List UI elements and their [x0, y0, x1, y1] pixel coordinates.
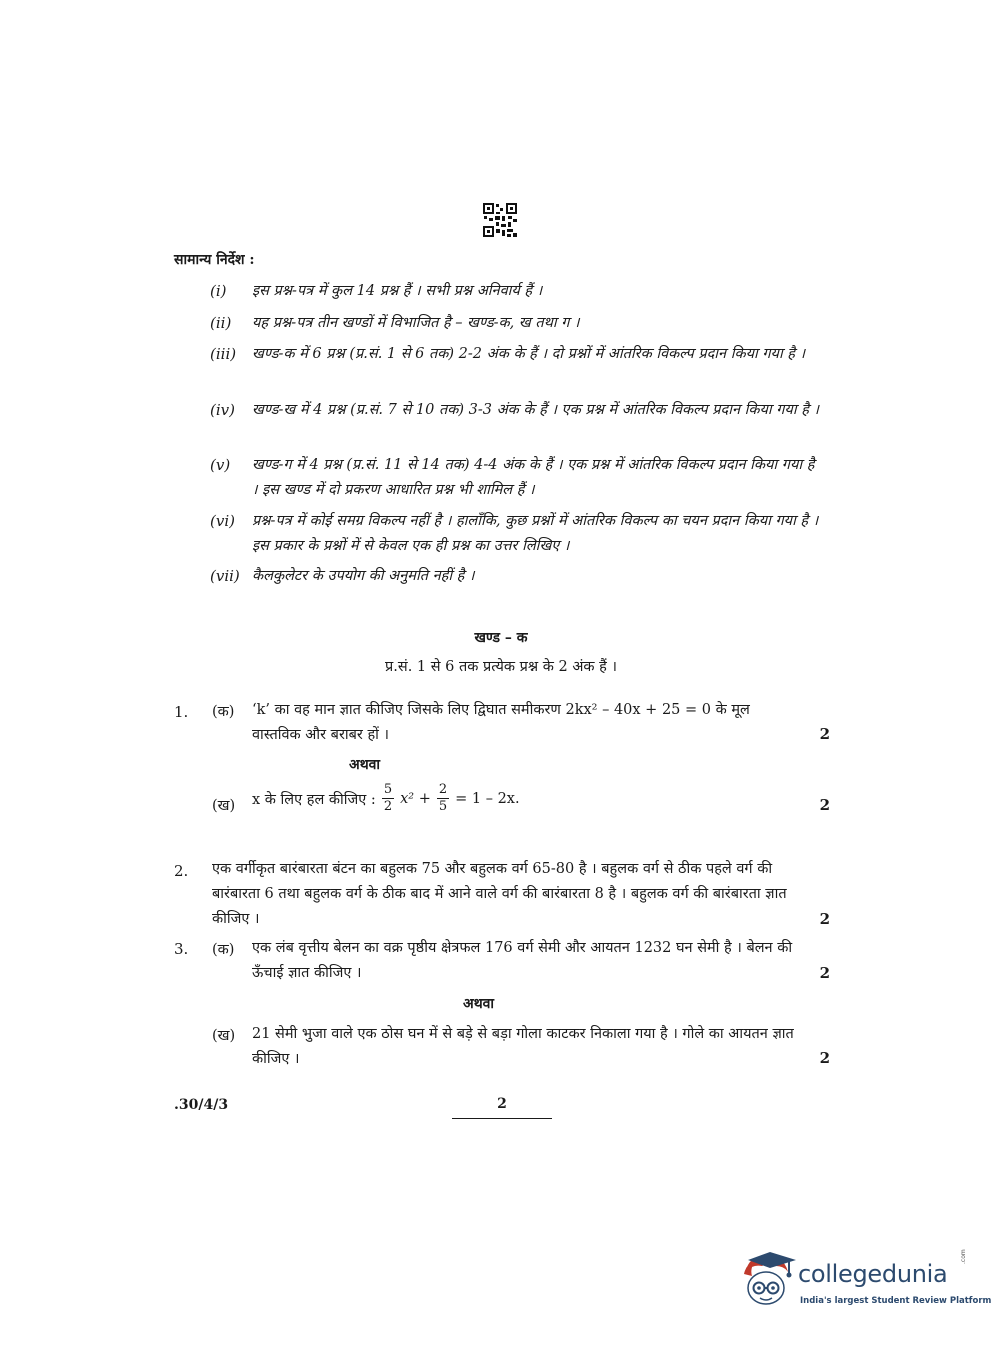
fraction-denominator: 5 — [438, 799, 448, 814]
instruction-text: खण्ड-ग में 4 प्रश्न (प्र.सं. 11 से 14 तक) 4-4 अंक के हैं । एक प्रश्न में आंतरिक विकल्प प्रदान किया गया है । इस खण्ड में दो प्रकरण आधारित प्रश्न भी शामिल हैं । — [252, 457, 815, 498]
equation-line — [252, 782, 797, 815]
question-number: 3. — [174, 940, 189, 958]
paper-code: .30/4/3 — [174, 1097, 229, 1113]
or-separator: अथवा — [349, 757, 381, 773]
section-heading: खण्ड – क — [474, 630, 528, 646]
fraction — [437, 782, 449, 815]
instruction-text: खण्ड-क में 6 प्रश्न (प्र.सं. 1 से 6 तक) 2-2 अंक के हैं । दो प्रश्नों में आंतरिक विकल्प प्रदान किया गया है । — [252, 346, 806, 362]
instruction-number: (vii) — [210, 567, 240, 585]
fraction-numerator: 2 — [438, 782, 448, 797]
question-number: 2. — [174, 862, 189, 880]
fraction-numerator: 5 — [383, 782, 393, 797]
marks: 2 — [819, 725, 830, 743]
fraction — [382, 782, 394, 815]
instruction-text: खण्ड-ख में 4 प्रश्न (प्र.सं. 7 से 10 तक) 3-3 अंक के हैं । एक प्रश्न में आंतरिक विकल्प प्रदान किया गया है । — [252, 402, 820, 418]
marks: 2 — [819, 1049, 830, 1067]
section-subheading: प्र.सं. 1 से 6 तक प्रत्येक प्रश्न के 2 अंक हैं । — [385, 659, 617, 675]
instruction-text: प्रश्न-पत्र में कोई समग्र विकल्प नहीं है । हालाँकि, कुछ प्रश्नों में आंतरिक विकल्प का चयन प्रदान किया गया है । इस प्रकार के प्रश्नों में से केवल एक ही प्रश्न का उत्तर लिखिए । — [252, 513, 819, 554]
brand-tagline: India's largest Student Review Platform — [800, 1296, 992, 1306]
or-separator: अथवा — [463, 996, 495, 1012]
instruction-number: (iv) — [210, 401, 235, 419]
page-number: 2 — [452, 1096, 552, 1119]
brand-name: collegedunia — [798, 1260, 948, 1288]
equation-prefix: x के लिए हल कीजिए : — [252, 791, 376, 808]
instruction-text: इस प्रश्न-पत्र में कुल 14 प्रश्न हैं । सभी प्रश्न अनिवार्य हैं । — [252, 283, 543, 299]
question-text: एक लंब वृत्तीय बेलन का वक्र पृष्ठीय क्षेत्रफल 176 वर्ग सेमी और आयतन 1232 घन सेमी है । बेलन की ऊँचाई ज्ञात कीजिए । — [252, 940, 793, 981]
question-text: ‘k’ का वह मान ज्ञात कीजिए जिसके लिए द्विघात समीकरण 2kx² – 40x + 25 = 0 के मूल वास्तविक और बराबर हों । — [252, 702, 750, 743]
mascot-icon — [740, 1250, 796, 1310]
equation-middle: x² + — [400, 790, 431, 807]
marks: 2 — [819, 964, 830, 982]
part-label: (क) — [212, 942, 235, 958]
question-text: एक वर्गीकृत बारंबारता बंटन का बहुलक 75 और बहुलक वर्ग 65-80 है । बहुलक वर्ग से ठीक पहले वर्ग की बारंबारता 6 तथा बहुलक वर्ग के ठीक बाद में आने वाले वर्ग की बारंबारता 8 है । बहुलक वर्ग की बारंबारता ज्ञात कीजिए । — [212, 861, 787, 927]
instruction-number: (i) — [210, 282, 227, 300]
qr-code-icon — [482, 202, 518, 238]
fraction-denominator: 2 — [383, 799, 393, 814]
instruction-number: (v) — [210, 456, 231, 474]
marks: 2 — [819, 910, 830, 928]
question-number: 1. — [174, 703, 189, 721]
instruction-text: कैलकुलेटर के उपयोग की अनुमति नहीं है । — [252, 568, 475, 584]
general-instructions-title: सामान्य निर्देश : — [174, 252, 255, 268]
instruction-number: (vi) — [210, 512, 235, 530]
instruction-number: (ii) — [210, 314, 232, 332]
instruction-text: यह प्रश्न-पत्र तीन खण्डों में विभाजित है – खण्ड-क, ख तथा ग । — [252, 315, 580, 331]
collegedunia-logo — [740, 1248, 992, 1318]
question-text: 21 सेमी भुजा वाले एक ठोस घन में से बड़े से बड़ा गोला काटकर निकाला गया है । गोले का आयतन ज्ञात कीजिए । — [252, 1026, 794, 1067]
part-label: (ख) — [212, 1028, 236, 1044]
instruction-number: (iii) — [210, 345, 237, 363]
brand-domain: .com — [960, 1249, 967, 1264]
equation-suffix: = 1 – 2x. — [455, 790, 520, 807]
part-label: (क) — [212, 704, 235, 720]
part-label: (ख) — [212, 798, 236, 814]
marks: 2 — [819, 796, 830, 814]
